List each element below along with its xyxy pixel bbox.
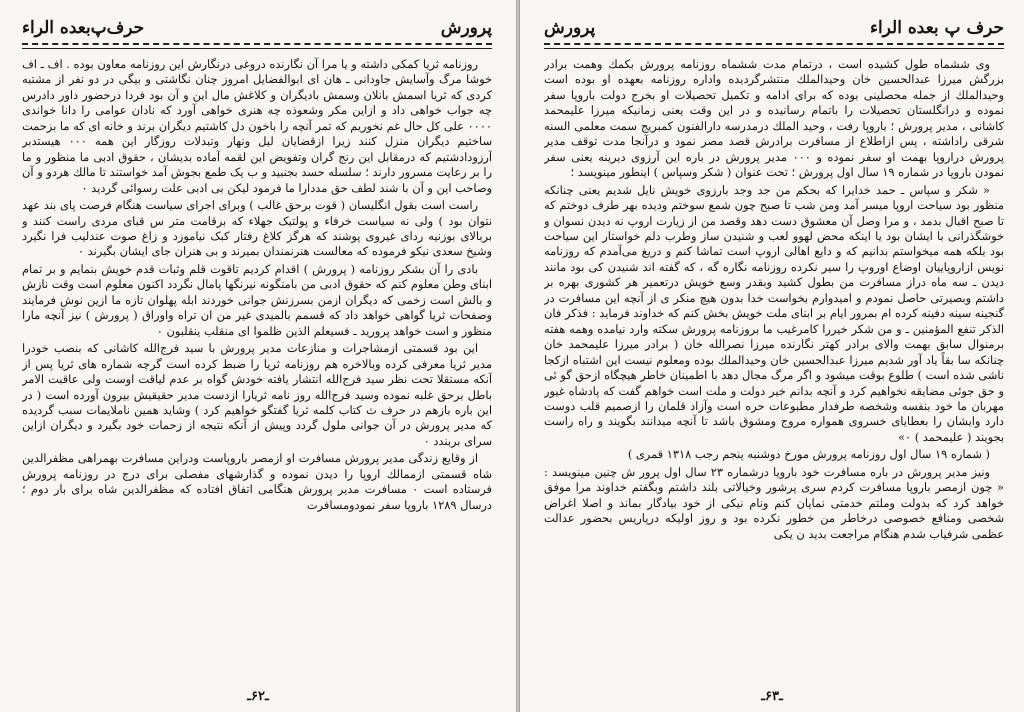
running-title: حرف‌پ‌بعده الراء — [22, 18, 145, 38]
page-number: ـ۶۲ـ — [247, 689, 269, 704]
paragraph: راست است بقول انگلیسان ( قوت برحق غالب ) وبرای اجرای سیاست هنگام فرصت پای بند عهد نتوان بود ) ولی نه سیاست خرفاء و پولتیک جهلاء که برقامت متر س قبای مردی راست کنند و بربالای بوزنیه ردای غیروی پوشند که هرگز کلاغ رفتار کبک نیاموزد و زاغ صوت عندلیب فرا نگیرد وشیخ سعدی نیکو فرموده که معالست هنرنمندان بمیرند و بی هنران جای ایشان بگیرند ۰ — [22, 198, 492, 259]
left-page-body — [22, 57, 492, 661]
paragraph: این بود قسمتی ازمشاجرات و منازعات مدیر پرورش با سید فرج‌الله کاشانی که بنصب خودرا مدیر ثریا معرفی کرده وبالاخره هم روزنامه ثریا را ضبط کرده است گرچه شماره های ثریا پس از آنکه مستقلا تحت نظر سید فرج‌الله انتشار یافته خودش گواه بر عدم لیاقت اوست ولی عاقبت الامر باطل برحق غلبه نموده وسید فرج‌الله روز نامه ثریارا ازدست مدیر حقیقیش بیرون آورده است ( در این باره بازهم در حرف ث کتاب کلمه ثریا گفتگو خواهیم کرد ) وشاید همین ناملایمات سبب گردیده که مدیر پرورش در آن جوانی ملول گردد وپیش از آنکه نتیجه از زحمات خود بگیرد و دیگران ازاین سرای بربندد ۰ — [22, 341, 492, 448]
entry-title: پرورش — [544, 18, 596, 38]
paragraph: از وقایع زندگی مدیر پرورش مسافرت او ازمصر باروپاست ودراین مسافرت بهمراهی مظفرالدین شاه قسمتی ازممالك اروپا را دیدن نموده و گذارشهای مفصلی برای درج در روزنامه پرورش فرستاده است ۰ مسافرت مدیر پرورش هنگامی اتفاق افتاده که مظفرالدین شاه برای بار دوم ؛ درسال ۱۲۸۹ باروپا سفر نمودومسافرت — [22, 451, 492, 512]
running-title: حرف پ بعده الراء — [869, 18, 1004, 38]
right-page — [520, 0, 1024, 712]
header-rule — [544, 43, 1004, 49]
paragraph: ونیز مدیر پرورش در باره مسافرت خود بارویا درشماره ۲۳ سال اول پرور ش چنین مینویسد : « چون ازمصر باروپا مسافرت کردم سری پرشور وخیالاتی بلند داشتم وبگفتم خداوند مرا موفق خواهد کرد که بدولت وملتم خدمتی نمایان کنم ونام نیکی از خود بیادگار بماند و اصلا اغراض شخصی ومنافع خصوصی درخاطر من خطور نکرده بود و روز اولیکه درپاریس بحضور عدالت عظمی شرفیاب شدم هنگام مراجعت بدید ن یکی — [544, 464, 1004, 541]
paragraph: روزنامه ثریا کمکی داشته و یا مرا آن نگارنده دروغی درنگارش این روزنامه معاون بوده . اف ـ اف خوشا مرگ وآسایش جاودانی ـ هان ای ابوالفضایل امروز چنان نگاشتی و بیگی در دو نفر از مشتبه کردی که ثریا اسمش بانلان وسمش بادیگران و کلاغش مال این و آن بود فردا درحضور داور دادرس چه جواب خواهی داد و ازاین مکر وشعوذه چه هنری خواهی آورد که نادان عوامی را دانا خواندی ۰۰۰۰ علی کل حال غم نخوریم که تمر آنچه را باخون دل کاشتیم دیگران برند و خانه ای که ما بزحمت ساختیم دیگران منزل کنند زیرا ازقضایان لیل ونهار وتبدلات روزگار این همه ۰۰۰ هیستدبر آرزودادشتیم که درمقابل این رنج گران وتفویض این لقمه آماده بدیشان ، حقوق ادبی ما منظور و ما را بر رعایت مسرور دارند ؛ سلسله حسد بجنبید و ب یک طمع بجوش آمد خواستند تا مالك هردو و آن وصاحب این و آن با شند لطف حق مددارا ما فرمود لیکن بی ادبی علت رسوائی گردید ۰ — [22, 57, 492, 195]
page-number: ـ۶۳ـ — [761, 689, 783, 704]
paragraph: بادی را آن بشکر روزنامه ( پرورش ) اقدام کردیم تاقوت قلم وثبات قدم خویش بنمایم و بر تمام ابنای وطن معلوم کنم که حقوق ادبی من بامنگونه نیرنگها پامال نگردد اکنون معلوم است وقت نازش و بالش است زخمی که دیگران ازمن بسرزنش جوانی خوردند ابله پهلوان تازه ما ازین نوش فرمایند وصفحات ثریا گواهی خواهد داد که قسمم بالمیدی غیر من ان تراه واوراق ( پرورش ) نیز آنچه مارا منظور و است خواهد پرورید ـ فسیعلم الذین ظلموا ای منقلب ینقلبون ۰ — [22, 261, 492, 338]
left-page-header — [22, 16, 492, 38]
paragraph: ( شماره ۱۹ سال اول روزنامه پرورش مورخ دوشنبه پنجم رجب ۱۳۱۸ قمری ) — [627, 447, 990, 462]
header-rule — [22, 43, 492, 49]
paragraph: « شکر و سپاس ـ حمد خدایرا که بحکم من جد وجد بارزوی خویش نایل شدیم یعنی چنانکه منظور بود سیاحت اروپا میسر آمد ومن شب تا صبح چون شمع سوختم ودیده بهر طرف دوختم که تا صبح اقبال بدمد ، و مرا وصل آن معشوق دست دهد وقصد من از زیارت اروپ نه دیدن نسوان و خوشگذرانی با ایشان بود یا اینکه محض لهوو لعب و شنیدن ساز وطرب دلم خواستار این سیاحت بود بلکه همه میخواستم بدانیم که و دایع اهالی اروپ است تماشا کنم و دریغ می‌آمدم که روزنامه نویس ازاروپاییان اوضاع اوروپ را سیر نکرده روزنامه نگاره گه ، که گفته اند شنیدن کی بود مانند دیدن ـ سه ماه دراز مسافرت من بطول کشید وبقدر وسع خویش درتعمیر هر کشوری بهره بر داشتم وبصیرتی حاصل نمودم و امیدوارم بخواست خدا بدون هیچ منکر ی از آنچه این مسافرت در گنجینه سینه دفینه کرده ام بمرور ایام بر ابنای ملت خویش بخش کنم که خداوند فرماید : فذکر فان الذکر تنفع المؤمنین ـ و من شکر خیررا کامرغیب ما بروزنامه پرورش سکته وارد نیامده وهمه هفته برمنوال سابق بهمت والای برادر کهتر نگارنده میرزا نصرالله خان ( برادر میرزا علیمحمد خان چنانکه سا بقاً یاد آور شدیم میرزا عبدالحسین خان وحیدالملك بوده ومعلوم نیست این اشتباه ازکجا ناشی شده است ) طلوع بوقت میشود و اگر مرگ مجال دهد با اطمینان خاطر هیچگاه ازحق گو ئی و حق جوئی مضایقه نخواهیم کرد و آنچه بدانم خیر دولت و ملت است خواهم گفت که پادشاه غیور مهربان ما خود بنفسه وشخصه طرفدار مطبوعات حره است وآزاد قلمان را ازصمیم قلب دوست دارد وایشان را بعطایای خسروی همواره مروج ومشوق باشد تا آنچه میدانند بگویند و راه راست بجویند ( علیمحمد ) ۰» — [544, 182, 1004, 444]
right-page-body — [544, 57, 1004, 661]
paragraph: وی ششماه طول کشیده است ، درتمام مدت ششماه روزنامه پرورش بکمك وهمت برادر بزرگش میرزا عبدالحسین خان وحیدالملك منتشرگردیده واداره روزنامه بعهده او بوده است وحیدالملك از جمله محصلینی بوده که برای ادامه و تکمیل تحصیلات او بخرج دولت باروپا سفر نموده و درانگلستان تحصیلات را باتمام رسانیده و در این وقت یعنی زمانیکه میرزا علیمحمد کاشانی ، مدیر پرورش ؛ باروپا رفت ، وحید الملك درمدرسه دارالفنون کمبریج سمت معلمی السنه شرقی راداشته ، پس ازاطلاع از مسافرت برادرش قصد مصر نمود و درآنجا مدت توقف مدیر پرورش دراروپا بهمت او سفر نموده و ۰۰۰ مدیر پرورش در باره این آرزوی دیرینه یعنی سفر نمودن باروپا در شماره ۱۹ سال اول پرورش ؛ تحت عنوان ( شکر وسپاس ) اینطور مینویسد ؛ — [544, 57, 1004, 180]
entry-title: پرورش — [440, 18, 492, 38]
right-page-header — [544, 16, 1004, 38]
